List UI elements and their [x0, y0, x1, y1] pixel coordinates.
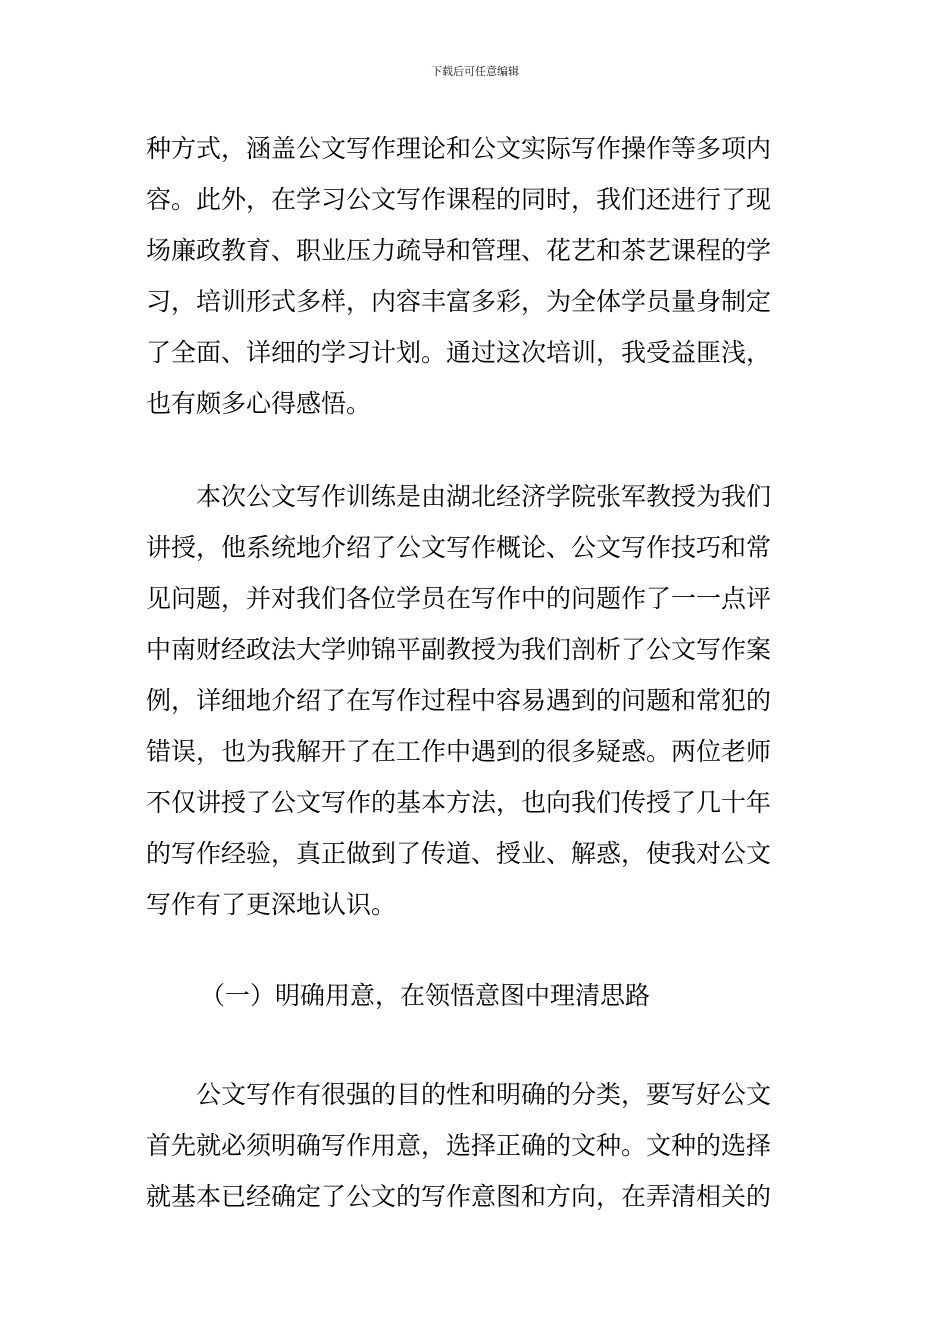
paragraph-line: 讲授，他系统地介绍了公文写作概论、公文写作技巧和常	[146, 533, 772, 562]
paragraph-line: 公文写作有很强的目的性和明确的分类，要写好公文	[196, 1080, 772, 1109]
paragraph-line: 不仅讲授了公文写作的基本方法，也向我们传授了几十年	[146, 788, 772, 817]
paragraph-line: 容。此外，在学习公文写作课程的同时，我们还进行了现	[146, 185, 772, 214]
section-heading: （一）明确用意，在领悟意图中理清思路	[200, 981, 651, 1010]
paragraph-line: 例，详细地介绍了在写作过程中容易遇到的问题和常犯的	[146, 686, 772, 715]
paragraph-2	[146, 471, 808, 930]
paragraph-line: 见问题，并对我们各位学员在写作中的问题作了一一点评	[146, 584, 772, 613]
paragraph-line: 也有颇多心得感悟。	[146, 389, 372, 418]
paragraph-line: 习，培训形式多样，内容丰富多彩，为全体学员量身制定	[146, 287, 772, 316]
paragraph-line: 的写作经验，真正做到了传道、授业、解惑，使我对公文	[146, 839, 772, 868]
paragraph-1	[146, 123, 808, 429]
paragraph-3	[146, 1069, 808, 1222]
paragraph-line: 了全面、详细的学习计划。通过这次培训，我受益匪浅，	[146, 338, 772, 367]
page-header: 下载后可任意编辑	[431, 65, 519, 78]
paragraph-line: 写作有了更深地认识。	[146, 890, 397, 919]
paragraph-line: 首先就必须明确写作用意，选择正确的文种。文种的选择	[146, 1131, 772, 1160]
section-heading-block	[146, 970, 808, 1021]
paragraph-line: 中南财经政法大学帅锦平副教授为我们剖析了公文写作案	[146, 635, 772, 664]
paragraph-line: 种方式，涵盖公文写作理论和公文实际写作操作等多项内	[146, 134, 772, 163]
paragraph-line: 场廉政教育、职业压力疏导和管理、花艺和茶艺课程的学	[146, 236, 772, 265]
paragraph-line: 错误，也为我解开了在工作中遇到的很多疑惑。两位老师	[146, 737, 772, 766]
paragraph-line: 本次公文写作训练是由湖北经济学院张军教授为我们	[196, 482, 772, 511]
paragraph-line: 就基本已经确定了公文的写作意图和方向，在弄清相关的	[146, 1182, 772, 1211]
